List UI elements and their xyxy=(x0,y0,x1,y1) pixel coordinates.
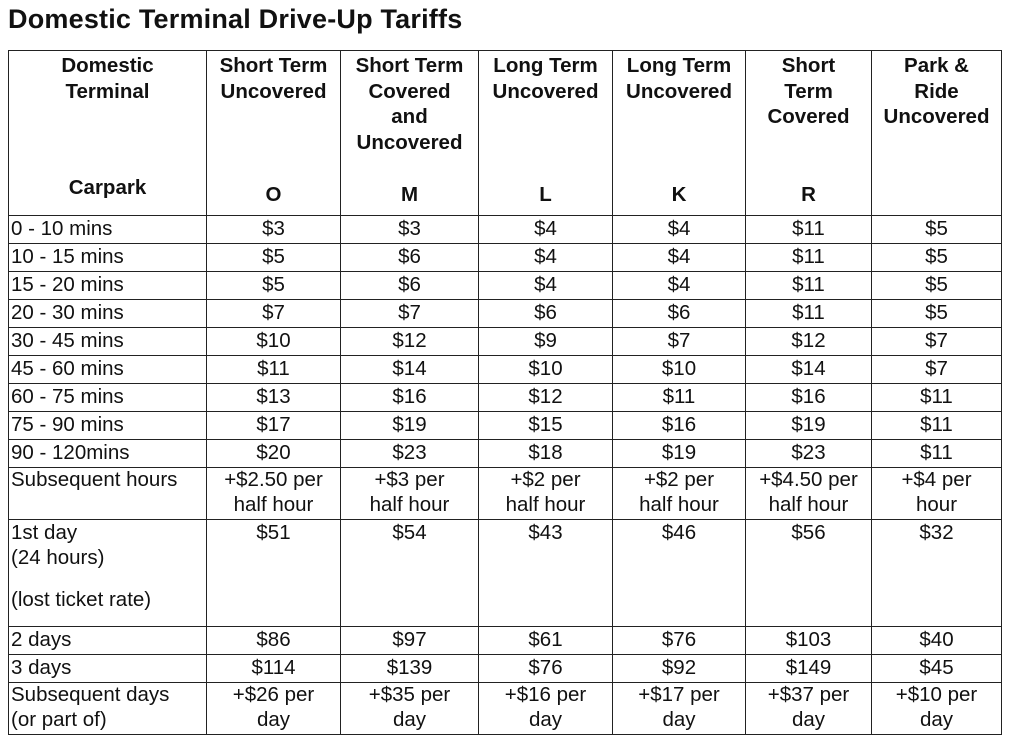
header-column xyxy=(746,51,872,216)
rate-cell: +$17 per day xyxy=(613,683,746,735)
row-label: 10 - 15 mins xyxy=(9,244,207,272)
rate-cell: $61 xyxy=(479,627,613,655)
rate-cell: $56 xyxy=(746,520,872,627)
rate-cell: $4 xyxy=(613,272,746,300)
rate-cell: +$37 per day xyxy=(746,683,872,735)
rate-cell: $14 xyxy=(746,356,872,384)
rate-cell: $11 xyxy=(746,272,872,300)
rate-cell: $5 xyxy=(872,272,1002,300)
rate-cell: $11 xyxy=(746,216,872,244)
row-label: 75 - 90 mins xyxy=(9,412,207,440)
rate-cell: $11 xyxy=(746,300,872,328)
table-row xyxy=(9,216,1002,244)
rate-cell: $12 xyxy=(479,384,613,412)
table-row xyxy=(9,300,1002,328)
carpark-code: M xyxy=(400,183,419,206)
rate-cell: $11 xyxy=(872,384,1002,412)
carpark-code: R xyxy=(801,183,816,206)
rate-cell: $7 xyxy=(872,356,1002,384)
rate-cell: $5 xyxy=(872,300,1002,328)
rate-cell: $45 xyxy=(872,655,1002,683)
rate-cell: $16 xyxy=(746,384,872,412)
header-column xyxy=(613,51,746,216)
rate-cell: $16 xyxy=(613,412,746,440)
rate-cell: $23 xyxy=(746,440,872,468)
row-label: Subsequent days (or part of) xyxy=(9,683,207,735)
rate-cell: +$26 per day xyxy=(207,683,341,735)
rate-cell: $103 xyxy=(746,627,872,655)
rate-cell: $4 xyxy=(613,244,746,272)
rate-cell: $17 xyxy=(207,412,341,440)
row-label: 30 - 45 mins xyxy=(9,328,207,356)
row-label: Subsequent hours xyxy=(9,468,207,520)
table-row xyxy=(9,520,1002,627)
rate-cell: $5 xyxy=(872,216,1002,244)
rate-cell: $6 xyxy=(341,272,479,300)
table-row xyxy=(9,655,1002,683)
table-row xyxy=(9,412,1002,440)
column-name: Long Term Uncovered xyxy=(492,54,599,103)
rate-cell: +$4.50 per half hour xyxy=(746,468,872,520)
row-label: 20 - 30 mins xyxy=(9,300,207,328)
rate-cell: $4 xyxy=(479,244,613,272)
rate-cell: +$16 per day xyxy=(479,683,613,735)
rate-cell: $12 xyxy=(341,328,479,356)
rate-cell: $19 xyxy=(746,412,872,440)
rate-cell: $51 xyxy=(207,520,341,627)
rate-cell: $19 xyxy=(613,440,746,468)
rate-cell: $86 xyxy=(207,627,341,655)
header-column xyxy=(872,51,1002,216)
rate-cell: $15 xyxy=(479,412,613,440)
rate-cell: $19 xyxy=(341,412,479,440)
table-row xyxy=(9,627,1002,655)
column-name: Park & Ride Uncovered xyxy=(883,54,990,128)
carpark-code: K xyxy=(671,183,687,206)
rate-cell: $3 xyxy=(341,216,479,244)
row-label: 0 - 10 mins xyxy=(9,216,207,244)
rate-cell: $4 xyxy=(479,216,613,244)
rate-cell: $11 xyxy=(613,384,746,412)
header-carpark xyxy=(9,51,207,216)
row-label: 2 days xyxy=(9,627,207,655)
rate-cell: $139 xyxy=(341,655,479,683)
column-name: Short Term Covered and Uncovered xyxy=(355,54,464,154)
rate-cell: $7 xyxy=(207,300,341,328)
rate-cell: $114 xyxy=(207,655,341,683)
rate-cell: +$35 per day xyxy=(341,683,479,735)
rate-cell: $76 xyxy=(479,655,613,683)
rate-cell: +$2.50 per half hour xyxy=(207,468,341,520)
row-label: 60 - 75 mins xyxy=(9,384,207,412)
table-row xyxy=(9,328,1002,356)
rate-cell: $12 xyxy=(746,328,872,356)
table-row xyxy=(9,683,1002,735)
rate-cell: $10 xyxy=(207,328,341,356)
rate-cell: $43 xyxy=(479,520,613,627)
column-name: Long Term Uncovered xyxy=(626,54,732,103)
rate-cell: $4 xyxy=(479,272,613,300)
rate-cell: $18 xyxy=(479,440,613,468)
row-label: 90 - 120mins xyxy=(9,440,207,468)
rate-cell: $40 xyxy=(872,627,1002,655)
rate-cell: +$2 per half hour xyxy=(479,468,613,520)
rate-cell: $4 xyxy=(613,216,746,244)
table-row xyxy=(9,272,1002,300)
header-column xyxy=(207,51,341,216)
rate-cell: $14 xyxy=(341,356,479,384)
rate-cell: $10 xyxy=(613,356,746,384)
rate-cell: $10 xyxy=(479,356,613,384)
rate-cell: +$4 per hour xyxy=(872,468,1002,520)
table-row xyxy=(9,244,1002,272)
row-label: 3 days xyxy=(9,655,207,683)
rate-cell: $11 xyxy=(746,244,872,272)
rate-cell: $7 xyxy=(613,328,746,356)
rate-cell: $20 xyxy=(207,440,341,468)
rate-cell: $11 xyxy=(872,412,1002,440)
rate-cell: $7 xyxy=(341,300,479,328)
rate-cell: $13 xyxy=(207,384,341,412)
row-label: 15 - 20 mins xyxy=(9,272,207,300)
carpark-code: L xyxy=(539,183,552,206)
tariff-table xyxy=(8,50,1002,735)
rate-cell: $7 xyxy=(872,328,1002,356)
rate-cell: $6 xyxy=(341,244,479,272)
table-row xyxy=(9,468,1002,520)
header-carpark-label: Carpark xyxy=(68,176,147,199)
column-name: Short Term Uncovered xyxy=(219,54,328,103)
table-row xyxy=(9,440,1002,468)
rate-cell: +$3 per half hour xyxy=(341,468,479,520)
rate-cell: $76 xyxy=(613,627,746,655)
rate-cell: $6 xyxy=(479,300,613,328)
rate-cell: $5 xyxy=(207,244,341,272)
row-label: 1st day (24 hours) (lost ticket rate) xyxy=(9,520,207,627)
rate-cell: $46 xyxy=(613,520,746,627)
rate-cell: $5 xyxy=(207,272,341,300)
rate-cell: $32 xyxy=(872,520,1002,627)
rate-cell: $3 xyxy=(207,216,341,244)
header-carpark-name: Domestic Terminal xyxy=(61,54,154,103)
rate-cell: +$10 per day xyxy=(872,683,1002,735)
rate-cell: $9 xyxy=(479,328,613,356)
rate-cell: $11 xyxy=(872,440,1002,468)
header-row xyxy=(9,51,1002,216)
rate-cell: $11 xyxy=(207,356,341,384)
row-label: 45 - 60 mins xyxy=(9,356,207,384)
header-column xyxy=(341,51,479,216)
rate-cell: $92 xyxy=(613,655,746,683)
rate-cell: $6 xyxy=(613,300,746,328)
rate-cell: $16 xyxy=(341,384,479,412)
rate-cell: $149 xyxy=(746,655,872,683)
header-column xyxy=(479,51,613,216)
rate-cell: $97 xyxy=(341,627,479,655)
column-name: Short Term Covered xyxy=(767,54,850,128)
table-row xyxy=(9,356,1002,384)
rate-cell: $54 xyxy=(341,520,479,627)
carpark-code: O xyxy=(265,183,282,206)
rate-cell: +$2 per half hour xyxy=(613,468,746,520)
page-title: Domestic Terminal Drive-Up Tariffs xyxy=(8,4,463,34)
table-row xyxy=(9,384,1002,412)
rate-cell: $23 xyxy=(341,440,479,468)
rate-cell: $5 xyxy=(872,244,1002,272)
